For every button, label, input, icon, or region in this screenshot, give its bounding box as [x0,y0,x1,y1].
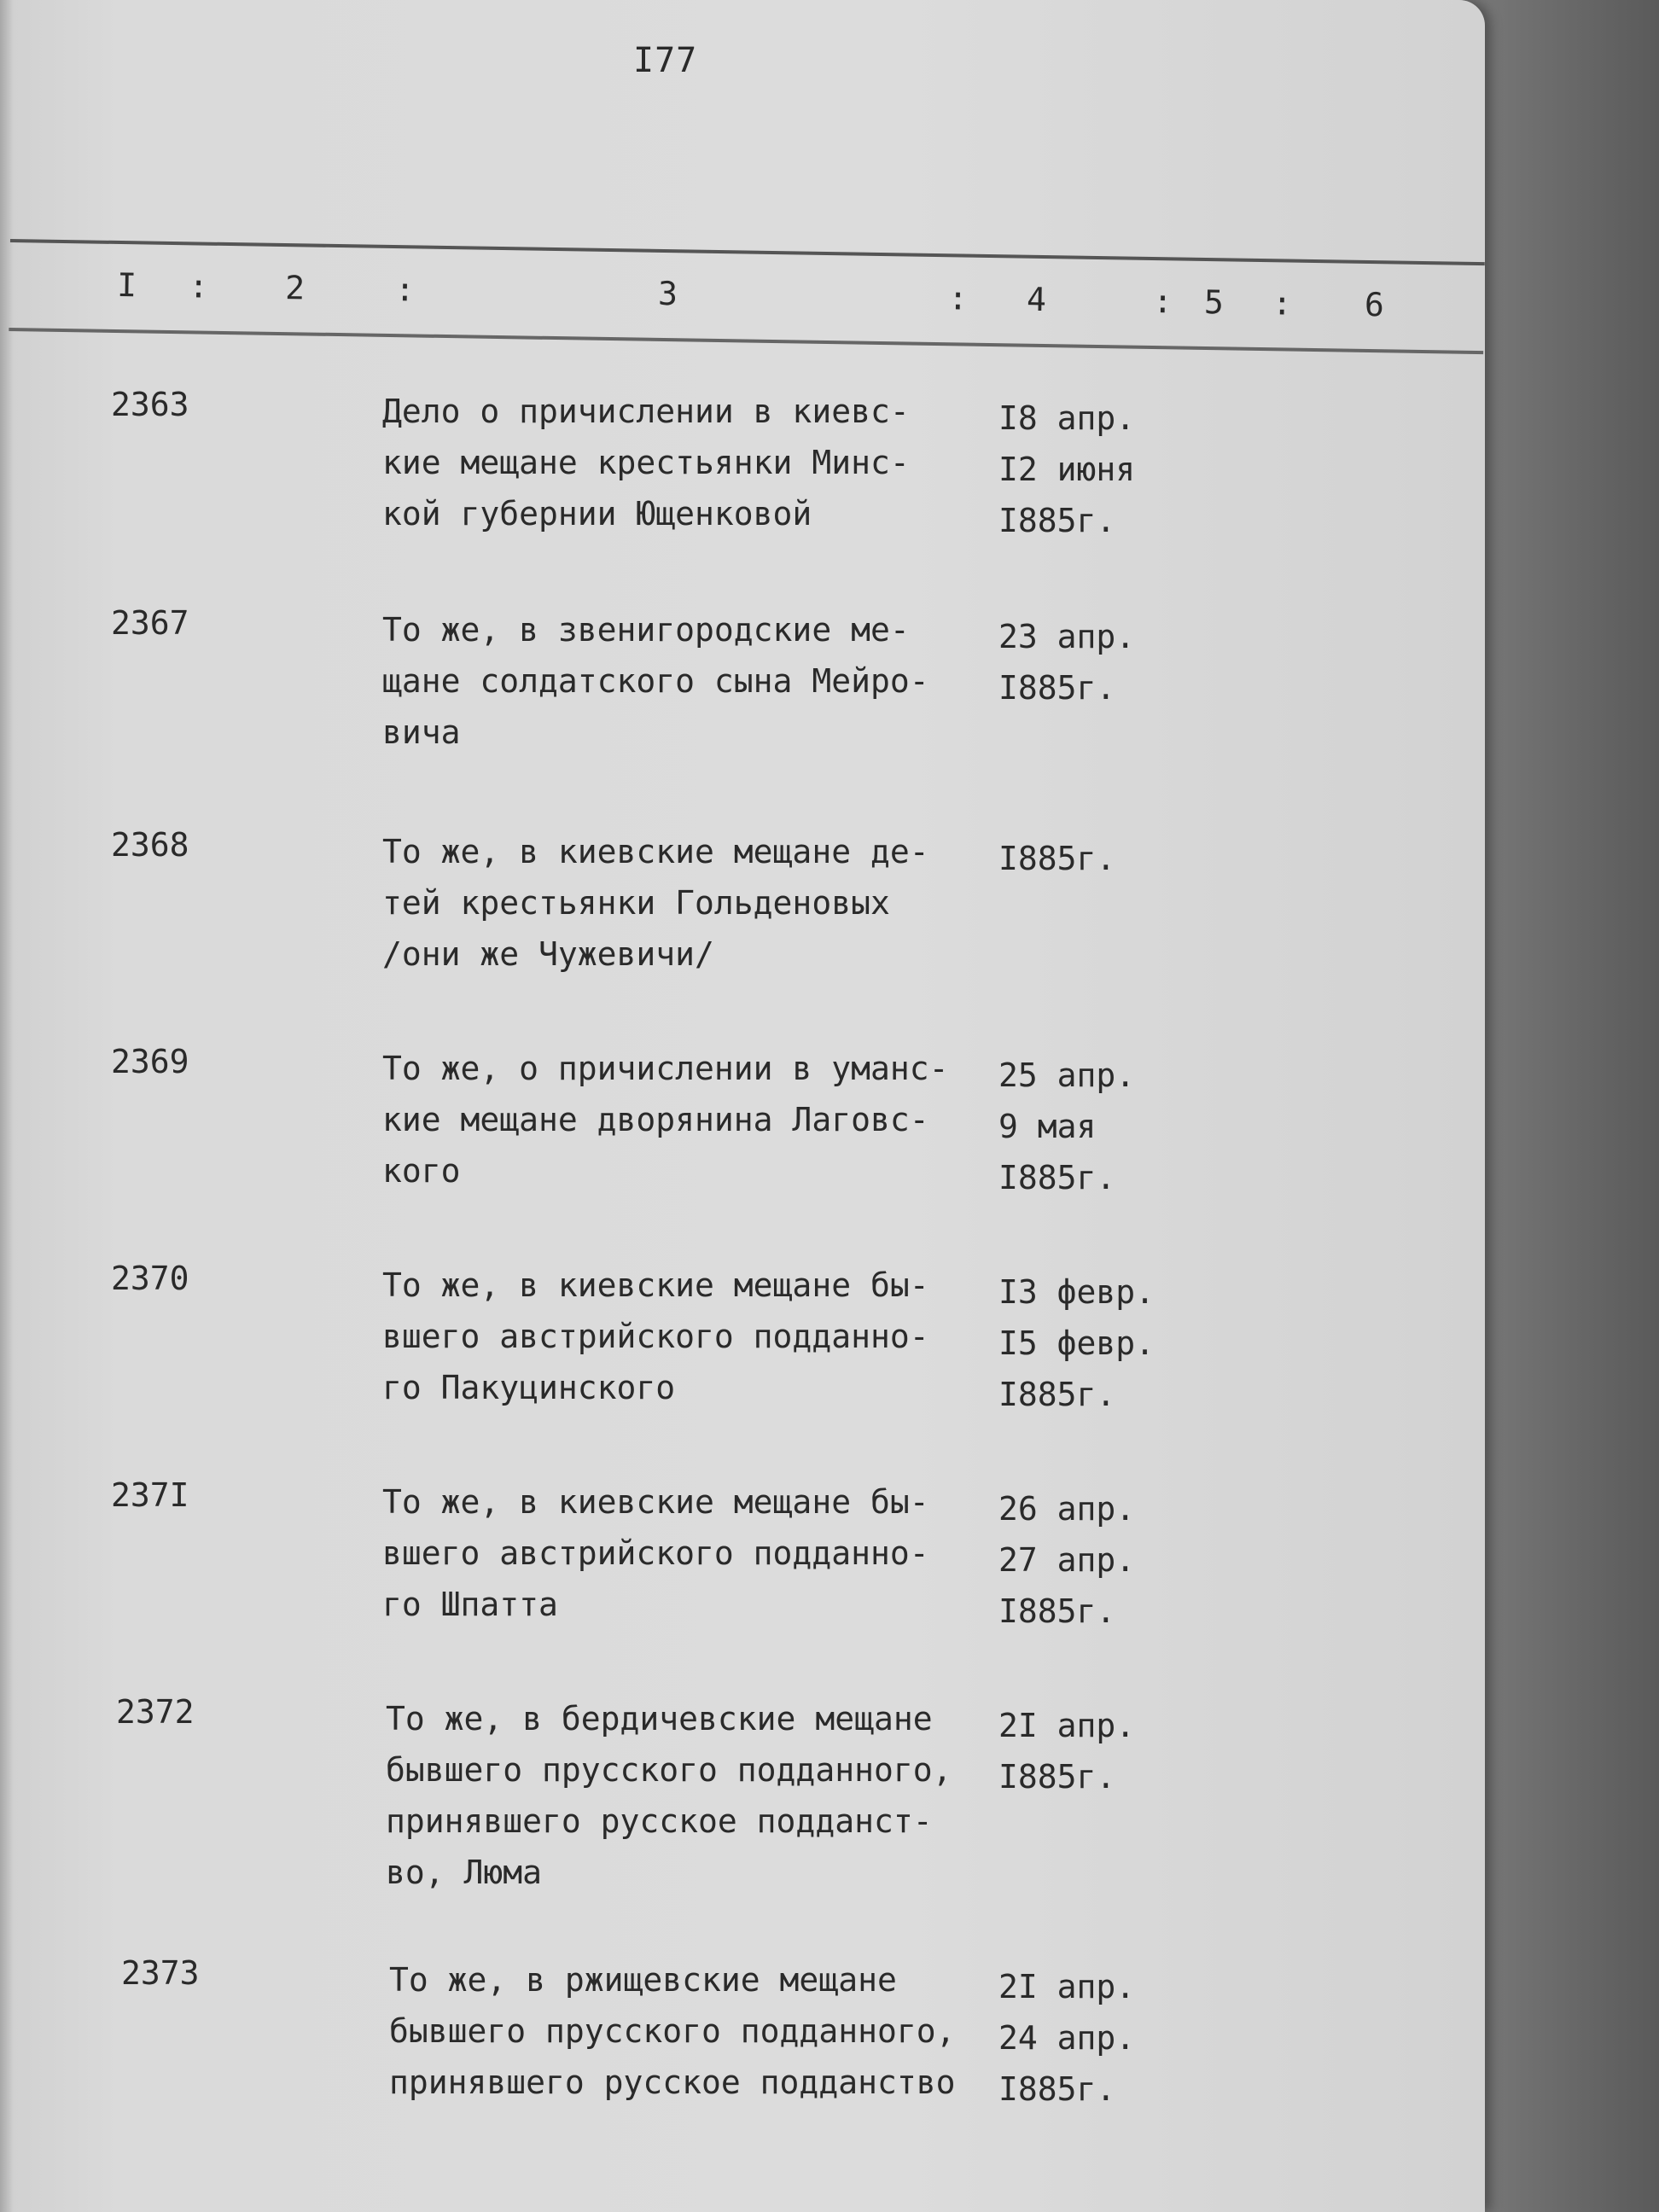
description-line: То же, в киевские мещане бы- [382,1483,929,1521]
date-line: I885г. [998,502,1116,539]
description-line: То же, в киевские мещане де- [382,833,929,870]
description-line: То же, в киевские мещане бы- [382,1266,929,1304]
column-1-header: I [116,265,137,305]
date-line: I885г. [998,840,1116,877]
entry-dates [998,611,1254,713]
description-line: вшего австрийского подданно- [382,1534,929,1572]
column-separator: : [394,271,416,309]
date-line: I885г. [998,669,1116,707]
date-line: 9 мая [998,1108,1097,1145]
column-4-header: 4 [1026,280,1047,319]
date-line: I885г. [998,1592,1116,1630]
description-line: вича [382,713,461,751]
date-line: 2I апр. [998,1968,1136,2005]
description-line: Дело о причислении в киевс- [382,393,910,430]
description-line: То же, в звенигородские ме- [382,611,910,649]
date-line: I8 апр. [998,399,1136,437]
date-line: 25 апр. [998,1057,1136,1094]
entry-number: 2372 [116,1693,195,1731]
description-line: бывшего прусского подданного, [389,2012,956,2050]
date-line: 27 апр. [998,1541,1136,1579]
entry-dates [998,833,1254,884]
page-number: I77 [633,41,698,80]
date-line: 23 апр. [998,618,1136,655]
entry-description [389,1954,1021,2108]
entry-number: 2368 [111,826,189,864]
entry-number: 2369 [111,1043,189,1080]
description-line: го Шпатта [382,1586,558,1623]
date-line: 24 апр. [998,2019,1136,2057]
description-line: бывшего прусского подданного, [386,1751,952,1789]
date-line: 26 апр. [998,1490,1136,1528]
description-line: го Пакуцинского [382,1369,676,1406]
entry-dates [998,1483,1254,1637]
description-line: кие мещане дворянина Лаговс- [382,1101,929,1138]
description-line: кого [382,1152,461,1190]
description-line: То же, в ржищевские мещане [389,1961,897,1999]
date-line: I885г. [998,1159,1116,1196]
column-2-header: 2 [284,269,306,307]
entry-description [382,386,1014,539]
description-line: То же, о причислении в уманс- [382,1050,949,1087]
entry-number: 2370 [111,1260,189,1297]
column-3-header: 3 [657,274,678,313]
list-item [0,1693,1451,1891]
date-line: I885г. [998,2070,1116,2108]
entry-number: 2373 [121,1954,200,1992]
entry-dates [998,1700,1254,1802]
list-item [0,604,1451,775]
entry-dates [998,1266,1254,1420]
column-separator: : [188,267,209,306]
entry-description [386,1693,1017,1898]
entry-description [382,1260,1014,1413]
list-item [0,1476,1451,1647]
description-line: /они же Чужевичи/ [382,935,714,973]
entry-number: 2367 [111,604,189,642]
list-item [0,1954,1451,2125]
list-item [0,826,1451,997]
entry-description [382,604,1014,758]
entry-description [382,826,1014,980]
description-line: То же, в бердичевские мещане [386,1700,933,1738]
column-5-header: 5 [1203,282,1225,322]
list-item [0,1043,1451,1214]
column-separator: : [947,279,969,317]
description-line: принявшего русское подданство [389,2064,956,2101]
entry-dates [998,393,1254,546]
table-header [9,239,1484,354]
description-line: кие мещане крестьянки Минс- [382,444,910,481]
entry-number: 2363 [111,386,189,423]
list-item [0,1260,1451,1430]
date-line: I885г. [998,1376,1116,1413]
description-line: принявшего русское подданст- [386,1802,933,1840]
description-line: вшего австрийского подданно- [382,1318,929,1355]
date-line: I5 февр. [998,1324,1155,1362]
column-separator: : [1152,282,1173,321]
date-line: 2I апр. [998,1707,1136,1744]
description-line: щане солдатского сына Мейро- [382,662,929,700]
description-line: кой губернии Ющенковой [382,495,812,533]
entry-dates [998,1961,1254,2115]
description-line: во, Люма [386,1854,543,1891]
list-item [0,386,1451,556]
entry-description [382,1476,1014,1630]
date-line: I3 февр. [998,1273,1155,1311]
column-separator: : [1272,284,1293,323]
entry-description [382,1043,1014,1196]
description-line: тей крестьянки Гольденовых [382,884,890,922]
entry-number: 237I [111,1476,189,1514]
entry-dates [998,1050,1254,1203]
date-line: I2 июня [998,451,1136,488]
date-line: I885г. [998,1758,1116,1796]
column-6-header: 6 [1364,285,1385,324]
